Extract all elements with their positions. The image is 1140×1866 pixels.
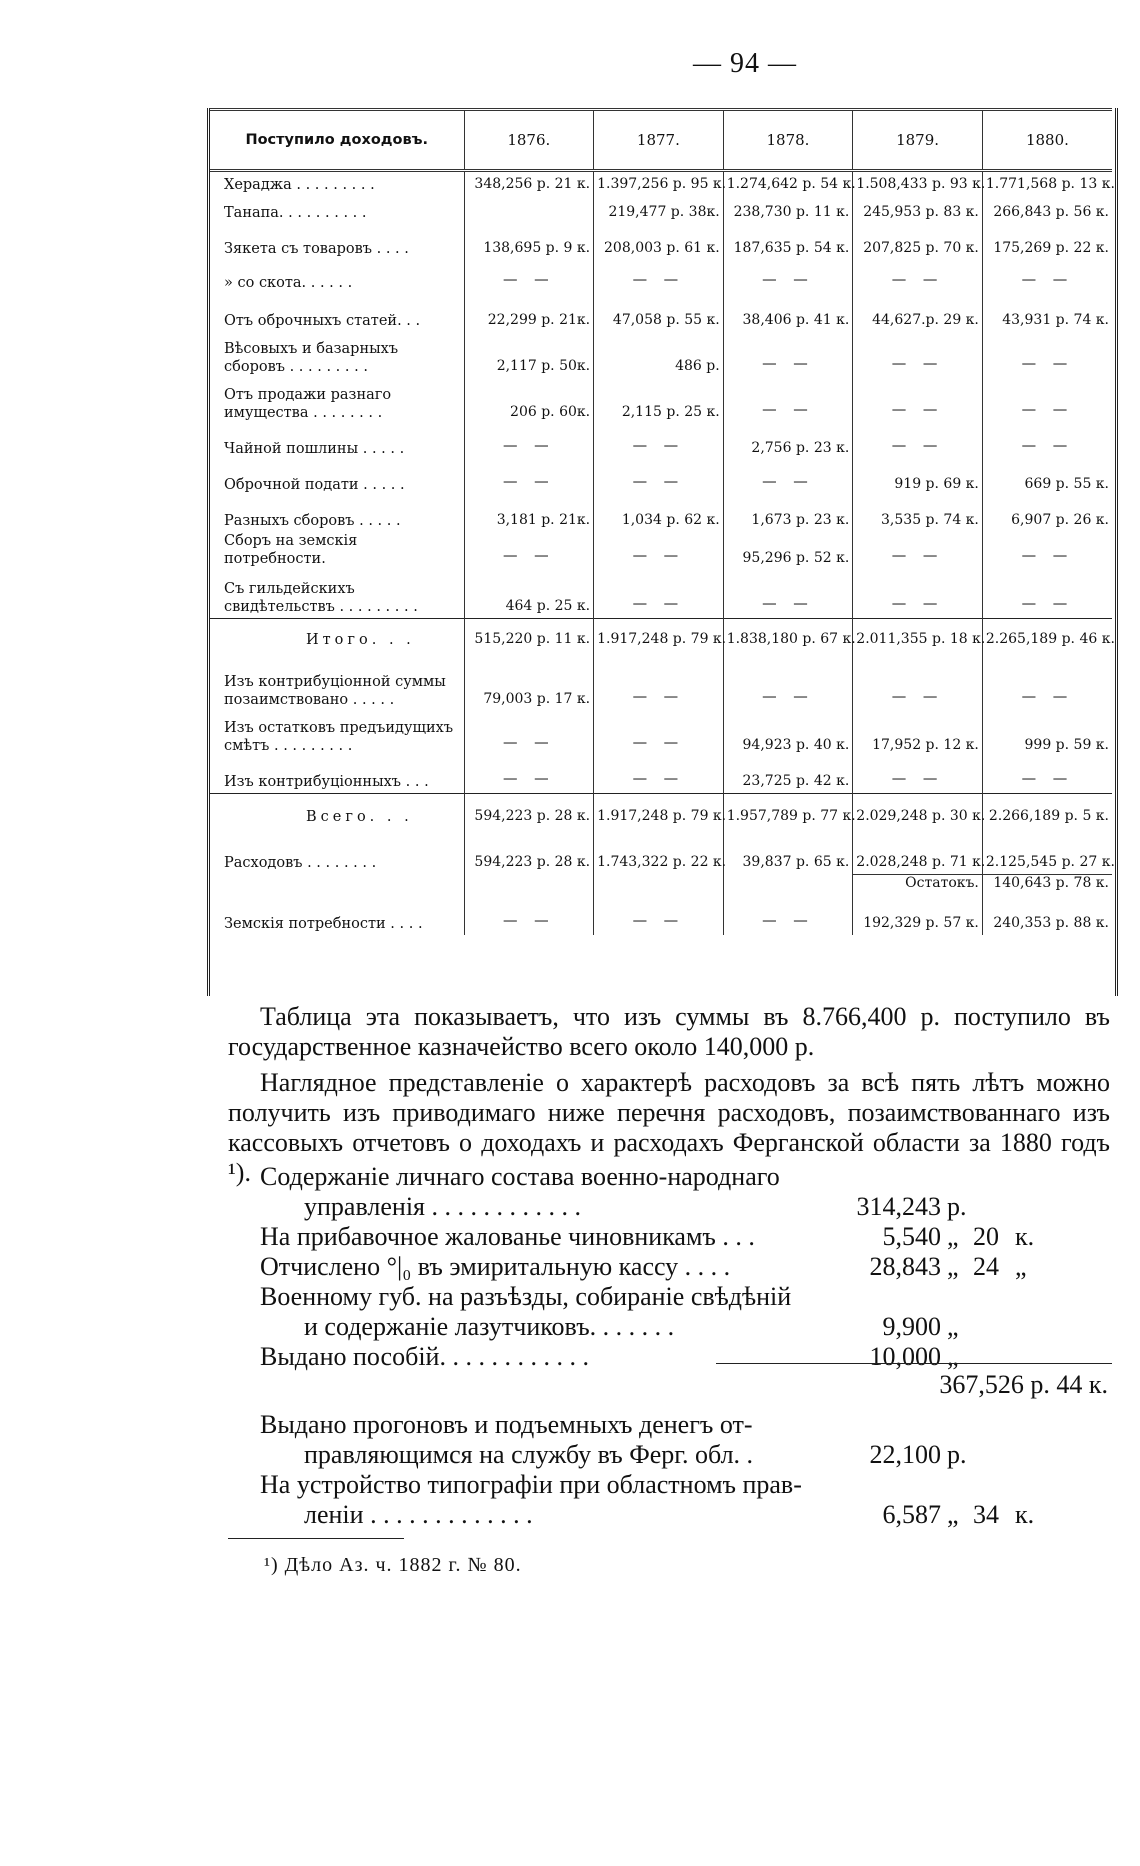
table-total-row [210,794,1112,829]
row-label: Всего. . . [210,794,464,829]
cell-1879: — — [853,378,983,424]
cell-1880: — — [1021,356,1074,372]
row-label: Отъ продажи разнаго имущества . . . . . . . . [210,378,464,424]
expense-list [260,1162,1120,1372]
cell-1879: 207,825 р. 70 к. [853,224,983,260]
expense-kopecks-unit: к. [1015,1500,1035,1529]
expense-description: и содержаніе лазутчиковъ. . . . . . . [304,1312,675,1341]
cell-1876: — — [464,460,594,496]
row-label: Съ гильдейскихъ свидѣтельствъ . . . . . . . . . [210,570,464,619]
cell-1880: 175,269 р. 22 к. [993,240,1109,256]
expense-item [260,1222,1120,1252]
cell-1879: — — [853,532,983,570]
table-row [210,460,1112,496]
table-row [210,260,1112,294]
table-header-row [210,110,1112,171]
expense-amount: 10,000 [869,1342,941,1371]
row-label [210,874,464,895]
cell-1877: — — [594,711,724,757]
expense-kopecks-unit: „ [1015,1252,1027,1281]
cell-1878: — — [723,895,853,935]
cell-1876: — — [464,424,594,460]
cell-1878: 238,730 р. 11 к. [723,196,853,224]
cell-1879: Остатокъ. [853,874,983,895]
year-header: 1878. [723,110,853,171]
row-label: Танапа. . . . . . . . . . [210,196,464,224]
expense-description: леніи . . . . . . . . . . . . . [304,1500,533,1529]
cell-1880: — — [1021,402,1074,418]
cell-1878: — — [723,332,853,378]
table-row [210,874,1112,895]
year-header: 1879. [853,110,983,171]
cell-1877: — — [594,651,724,711]
cell-1878: 39,837 р. 65 к. [723,828,853,874]
paragraph-2: Наглядное представленіе о характерѣ расходовъ за всѣ пять лѣтъ можно получить изъ приводимаго ниже перечня расходовъ, позаимствованнаго изъ кассовыхъ отчетовъ о доходахъ и расходахъ Ферганской области за 1880 годъ ¹). [228,1068,1110,1187]
table-row [210,171,1112,197]
cell-1876 [464,874,594,895]
cell-1876: 22,299 р. 21к. [464,294,594,332]
footnote: ¹) Дѣло Аз. ч. 1882 г. № 80. [264,1554,522,1576]
cell-1880: 2.125,545 р. 27 к. [985,853,1115,870]
cell-1878: 1.957,789 р. 77 к. [723,794,853,829]
cell-1879: — — [853,332,983,378]
expense-item [260,1342,1120,1372]
row-label: Земскія потребности . . . . [210,895,464,935]
cell-1880: — — [1021,272,1074,288]
cell-1879: 192,329 р. 57 к. [853,895,983,935]
row-label: » со скота. . . . . . [210,260,464,294]
cell-1878: — — [723,460,853,496]
cell-1877: — — [594,460,724,496]
year-header: 1877. [594,110,724,171]
row-label: Вѣсовыхъ и базарныхъ сборовъ . . . . . . . . . [210,332,464,378]
expense-unit: р. [947,1440,967,1469]
cell-1877: 1.397,256 р. 95 к. [594,171,724,197]
table-row [210,332,1112,378]
cell-1877: 486 р. [594,332,724,378]
expense-item [260,1410,1120,1470]
table-row [210,224,1112,260]
cell-1877: — — [594,424,724,460]
cell-1877: 47,058 р. 55 к. [594,294,724,332]
cell-1876: — — [464,757,594,794]
expense-item [260,1282,1120,1342]
table-row [210,532,1112,570]
expense-item [260,1470,1120,1530]
cell-1879: 17,952 р. 12 к. [853,711,983,757]
expense-amount: 28,843 [869,1252,941,1281]
cell-1879: 44,627.р. 29 к. [853,294,983,332]
cell-1879: 2.029,248 р. 30 к. [853,794,983,829]
expense-unit: „ [947,1500,959,1529]
cell-1880: 6,907 р. 26 к. [1011,512,1109,528]
expense-description: На прибавочное жалованье чиновникамъ . . . [260,1222,755,1251]
expense-description: Военному губ. на разъѣзды, собираніе свѣдѣній [260,1282,792,1311]
expense-list-2 [260,1410,1120,1530]
year-header: 1880. [982,110,1112,171]
expense-kopecks-unit: к. [1015,1222,1035,1251]
cell-1880: 2.265,189 р. 46 к. [982,619,1112,652]
cell-1877: 1.917,248 р. 79 к. [594,794,724,829]
cell-1877: — — [594,570,724,619]
cell-1878: — — [723,378,853,424]
cell-1877: 219,477 р. 38к. [594,196,724,224]
cell-1876: — — [464,711,594,757]
expense-kopecks: 34 [973,1500,999,1529]
table-row [210,570,1112,619]
cell-1876: 348,256 р. 21 к. [464,171,594,197]
cell-1878: — — [723,570,853,619]
expense-unit: р. [947,1192,967,1221]
cell-1879: — — [853,260,983,294]
cell-1879: — — [853,424,983,460]
cell-1879: — — [853,651,983,711]
expense-description: правляющимся на службу въ Ферг. обл. . [304,1440,754,1469]
revenue-table [210,108,1115,935]
row-label: Сборъ на земскія потребности. [210,532,464,570]
cell-1877: 1,034 р. 62 к. [594,496,724,532]
cell-1880: 266,843 р. 56 к. [993,204,1109,220]
cell-1878: 1,673 р. 23 к. [723,496,853,532]
row-label: Оброчной подати . . . . . [210,460,464,496]
cell-1878: 95,296 р. 52 к. [723,532,853,570]
cell-1879: 245,953 р. 83 к. [853,196,983,224]
cell-1878: 187,635 р. 54 к. [723,224,853,260]
table-row [210,196,1112,224]
cell-1876: — — [464,895,594,935]
cell-1877: — — [594,260,724,294]
cell-1876: 464 р. 25 к. [464,570,594,619]
table-row [210,651,1112,711]
page-number: — 94 — [693,48,797,79]
cell-1876: 3,181 р. 21к. [464,496,594,532]
cell-1877: 2,115 р. 25 к. [594,378,724,424]
cell-1878: 94,923 р. 40 к. [723,711,853,757]
expense-amount: 9,900 [882,1312,941,1341]
cell-1880: 669 р. 55 к. [1024,476,1109,492]
expense-amount: 5,540 [882,1222,941,1251]
table-total-row [210,619,1112,652]
cell-1877: — — [594,757,724,794]
cell-1879: 2.011,355 р. 18 к. [853,619,983,652]
row-label: Хераджа . . . . . . . . . [210,171,464,197]
row-label: Расходовъ . . . . . . . . [210,828,464,874]
table-row [210,378,1112,424]
year-header: 1876. [464,110,594,171]
cell-1880: 140,643 р. 78 к. [982,874,1112,895]
cell-1878: 23,725 р. 42 к. [723,757,853,794]
cell-1878: 2,756 р. 23 к. [723,424,853,460]
expense-description: Отчислено °|₀ въ эмиритальную кассу . . . . [260,1252,731,1281]
total-rule [716,1363,1112,1364]
expense-description: Выдано пособій. . . . . . . . . . . . [260,1342,589,1371]
cell-1879: 2.028,248 р. 71 к. [853,828,983,874]
cell-1877: 1.917,248 р. 79 к. [594,619,724,652]
expense-amount: 22,100 [869,1440,941,1469]
cell-1876: 594,223 р. 28 к. [464,828,594,874]
cell-1876 [464,196,594,224]
cell-1876: — — [464,532,594,570]
cell-1876: 2,117 р. 50к. [464,332,594,378]
cell-1880: 2.266,189 р. 5 к. [982,794,1112,829]
cell-1876: 515,220 р. 11 к. [464,619,594,652]
cell-1876: 79,003 р. 17 к. [464,651,594,711]
cell-1877: 1.743,322 р. 22 к. [594,828,724,874]
expense-unit: „ [947,1312,959,1341]
table-row [210,496,1112,532]
footnote-rule [228,1538,404,1539]
row-label: Отъ оброчныхъ статей. . . [210,294,464,332]
expense-description: Выдано прогоновъ и подъемныхъ денегъ от- [260,1410,753,1439]
expense-description: управленія . . . . . . . . . . . . [304,1192,581,1221]
row-label: Изъ контрибуціонныхъ . . . [210,757,464,794]
row-label: Итого. . . [210,619,464,652]
subtotal: 367,526 р. 44 к. [939,1370,1108,1399]
cell-1880: 999 р. 59 к. [1024,737,1109,753]
cell-1879: — — [853,757,983,794]
cell-1880: 1.771,568 р. 13 к. [985,176,1115,192]
cell-1876: 206 р. 60к. [464,378,594,424]
expense-unit: „ [947,1252,959,1281]
expense-kopecks: 20 [973,1222,999,1251]
cell-1877: — — [594,532,724,570]
expense-item [260,1162,1120,1222]
cell-1880: — — [1021,438,1074,454]
cell-1880: — — [1021,548,1074,564]
cell-1879: 919 р. 69 к. [853,460,983,496]
row-label: Чайной пошлины . . . . . [210,424,464,460]
cell-1878: — — [723,260,853,294]
cell-1879: — — [853,570,983,619]
expense-kopecks: 24 [973,1252,999,1281]
expense-unit: „ [947,1222,959,1251]
row-label: Зякета съ товаровъ . . . . [210,224,464,260]
row-label: Разныхъ сборовъ . . . . . [210,496,464,532]
expense-unit: „ [947,1342,959,1371]
expense-amount: 6,587 [882,1500,941,1529]
table-row [210,757,1112,794]
cell-1877: 208,003 р. 61 к. [594,224,724,260]
expense-description: На устройство типографіи при областномъ прав- [260,1470,802,1499]
cell-1878: 38,406 р. 41 к. [723,294,853,332]
cell-1876: — — [464,260,594,294]
row-label: Изъ контрибуціонной суммы позаимствовано . . . . . [210,651,464,711]
cell-1880: — — [1021,771,1074,787]
cell-1878 [723,874,853,895]
table-row [210,711,1112,757]
expense-amount: 314,243 [856,1192,941,1221]
cell-1878: 1.838,180 р. 67 к. [723,619,853,652]
cell-1880: — — [1021,596,1074,612]
cell-1879: 1.508,433 р. 93 к. [853,171,983,197]
cell-1880: 240,353 р. 88 к. [993,914,1109,931]
expense-item [260,1252,1120,1282]
cell-1879: 3,535 р. 74 к. [853,496,983,532]
table-row [210,424,1112,460]
table-row [210,895,1112,935]
table-header-label: Поступило доходовъ. [210,110,464,171]
cell-1878: — — [723,651,853,711]
cell-1880: — — [1021,689,1074,705]
cell-1877 [594,874,724,895]
cell-1876: 138,695 р. 9 к. [464,224,594,260]
cell-1876: 594,223 р. 28 к. [464,794,594,829]
expense-description: Содержаніе личнаго состава военно-народнаго [260,1162,780,1191]
paragraph-1: Таблица эта показываетъ, что изъ суммы въ 8.766,400 р. поступило въ государственное казначейство всего около 140,000 р. [228,1002,1110,1061]
cell-1880: 43,931 р. 74 к. [1002,312,1109,328]
cell-1877: — — [594,895,724,935]
cell-1878: 1.274,642 р. 54 к. [723,171,853,197]
table-row [210,828,1112,874]
row-label: Изъ остатковъ предъидущихъ смѣтъ . . . . . . . . . [210,711,464,757]
table-row [210,294,1112,332]
